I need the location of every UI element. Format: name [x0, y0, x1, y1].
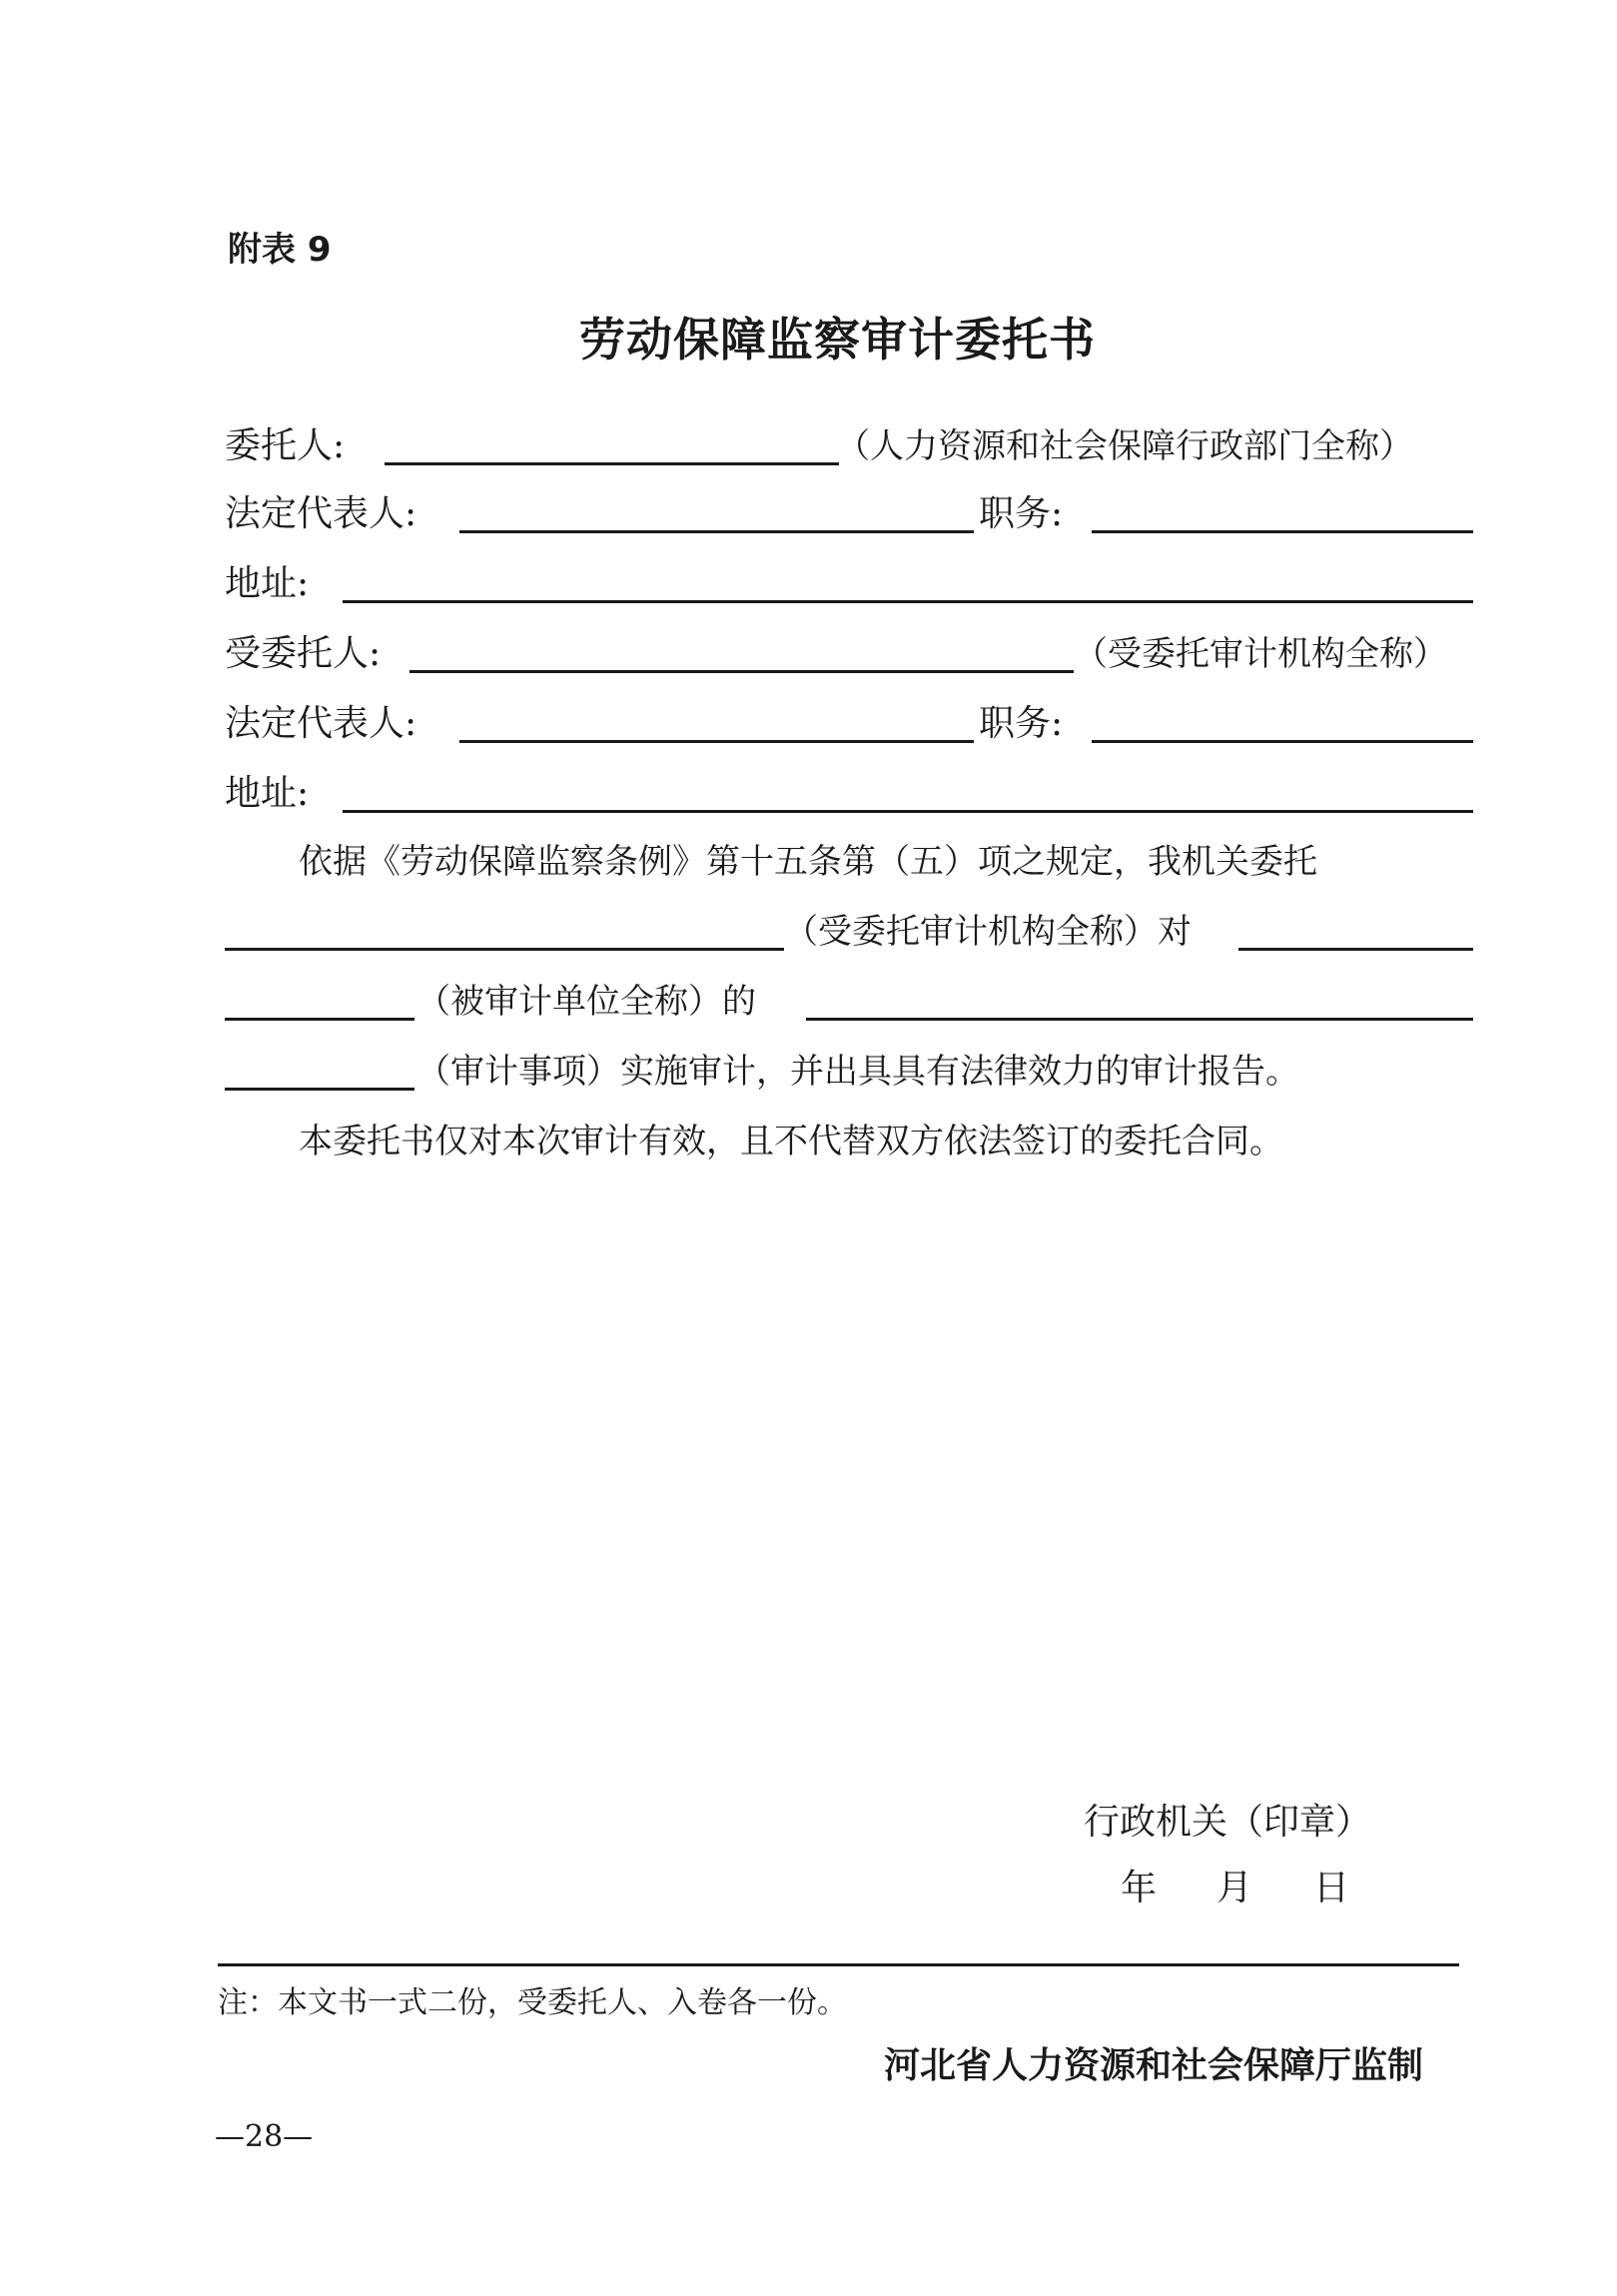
trustee-name-field[interactable]: [225, 948, 784, 951]
address-row-2: [225, 769, 1473, 819]
body-line-3-text: （被审计单位全称）的: [416, 982, 756, 1022]
address-field[interactable]: [343, 600, 1473, 603]
date-year: 年: [1121, 1868, 1158, 1909]
body-line-4-text: （审计事项）实施审计，并出具具有法律效力的审计报告。: [416, 1052, 1299, 1092]
seal-label: 行政机关（印章）: [1084, 1802, 1372, 1843]
body-line-5: [225, 1117, 1473, 1166]
position-label: 职务:: [979, 493, 1064, 534]
trustee-label: 受委托人:: [225, 633, 382, 674]
position-field[interactable]: [1092, 530, 1473, 533]
body-line-3: [225, 977, 1473, 1027]
position-field-2[interactable]: [1092, 740, 1473, 743]
address-label: 地址:: [225, 563, 310, 604]
trustee-field[interactable]: [409, 670, 1074, 673]
audit-matter-field-end[interactable]: [225, 1088, 414, 1091]
legal-rep-field[interactable]: [459, 530, 974, 533]
body-line-5-text: 本委托书仅对本次审计有效，且不代替双方依法签订的委托合同。: [299, 1122, 1283, 1161]
body-line-2-text: （受委托审计机构全称）对: [784, 912, 1192, 952]
body-line-1-text: 依据《劳动保障监察条例》第十五条第（五）项之规定，我机关委托: [299, 842, 1317, 882]
footer-divider: [218, 1963, 1459, 1966]
body-line-1: [225, 837, 1473, 887]
legal-rep-label-2: 法定代表人:: [225, 703, 417, 744]
attachment-label: 附表 9: [228, 230, 332, 270]
issuer-label: 河北省人力资源和社会保障厅监制: [884, 2045, 1424, 2086]
body-line-4: [225, 1047, 1473, 1097]
legal-rep-row: [225, 489, 1473, 539]
address-field-2[interactable]: [343, 810, 1473, 813]
legal-rep-row-2: [225, 699, 1473, 749]
principal-field[interactable]: [385, 462, 839, 465]
body-line-2: [225, 907, 1473, 957]
trustee-note: （受委托审计机构全称）: [1074, 634, 1447, 674]
principal-note: （人力资源和社会保障行政部门全称）: [836, 426, 1413, 466]
audited-entity-field-start[interactable]: [1238, 948, 1473, 951]
legal-rep-label: 法定代表人:: [225, 493, 417, 534]
address-row: [225, 559, 1473, 609]
date-day: 日: [1313, 1868, 1350, 1909]
principal-label: 委托人:: [225, 425, 346, 466]
document-title: 劳动保障监察审计委托书: [579, 313, 1096, 367]
page-number: —28—: [215, 2119, 314, 2154]
audited-entity-field-end[interactable]: [225, 1018, 414, 1021]
date-month: 月: [1216, 1868, 1253, 1909]
trustee-row: [225, 629, 1473, 679]
audit-matter-field-start[interactable]: [806, 1018, 1473, 1021]
legal-rep-field-2[interactable]: [459, 740, 974, 743]
principal-row: [225, 421, 1473, 471]
footer-note: 注：本文书一式二份，受委托人、入卷各一份。: [218, 1985, 847, 2020]
address-label-2: 地址:: [225, 773, 310, 814]
position-label-2: 职务:: [979, 703, 1064, 744]
